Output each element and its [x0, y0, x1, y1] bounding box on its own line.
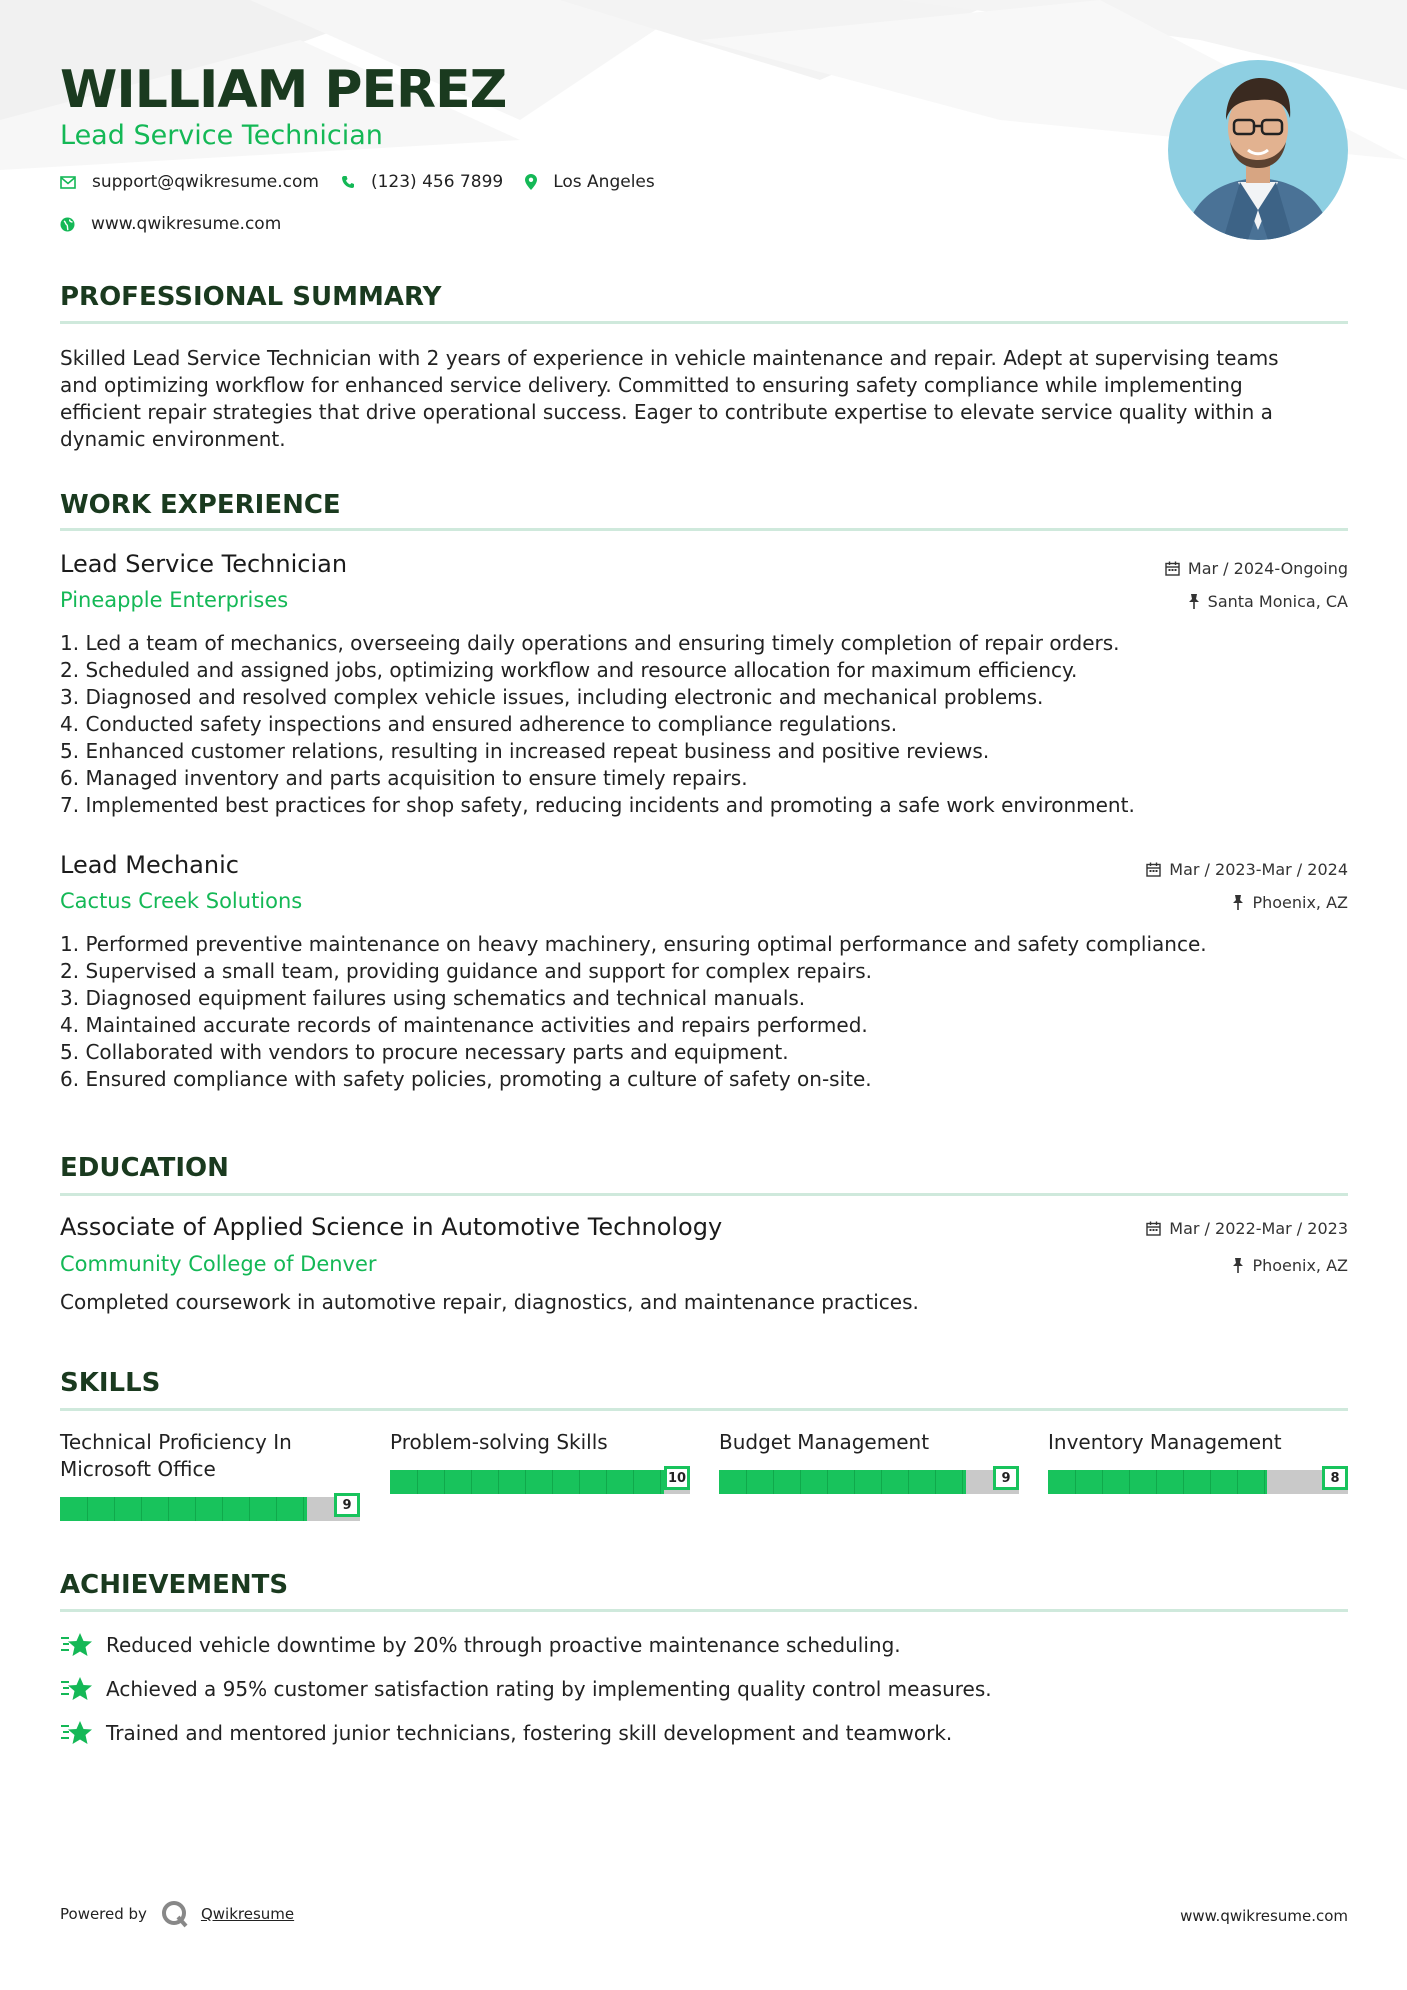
skill-level-bar [390, 1466, 690, 1494]
skill-bar-segment [303, 1497, 304, 1521]
skill-bar-segment [87, 1497, 88, 1521]
phone-text: (123) 456 7899 [370, 172, 504, 192]
skill-bar-segment [114, 1497, 115, 1521]
calendar-icon [1146, 1221, 1161, 1236]
skill-bar-segment [141, 1497, 142, 1521]
pushpin-icon [1188, 594, 1200, 609]
achievements-heading: ACHIEVEMENTS [60, 1570, 289, 1600]
skill-bar-segment [660, 1470, 661, 1494]
duty-item: 7. Implemented best practices for shop safety, reducing incidents and promoting a safe work environment. [60, 793, 1135, 817]
skill-bar-segment [1237, 1470, 1238, 1494]
skill-label-line: Microsoft Office [60, 1457, 216, 1481]
skill-bar-segment [1210, 1470, 1211, 1494]
skill-bar-track [390, 1470, 690, 1494]
skill-bar-segment [606, 1470, 607, 1494]
skill-bar-segment [881, 1470, 882, 1494]
experience-divider [60, 528, 1348, 531]
education-heading: EDUCATION [60, 1153, 229, 1183]
skill-item [390, 1429, 690, 1486]
phone-item[interactable] [341, 172, 503, 192]
skill-bar-segment [525, 1470, 526, 1494]
skill-score: 9 [993, 1466, 1019, 1490]
skills-heading: SKILLS [60, 1368, 161, 1398]
job-location-text: Phoenix, AZ [1252, 893, 1348, 912]
skill-bar-track [719, 1470, 1019, 1494]
achievements-divider [60, 1609, 1348, 1612]
star-badge-icon [60, 1720, 92, 1746]
school-name: Community College of Denver [60, 1252, 377, 1276]
duty-item: 3. Diagnosed equipment failures using schematics and technical manuals. [60, 986, 806, 1010]
skill-level-bar [60, 1493, 360, 1521]
calendar-icon [1146, 862, 1161, 877]
skill-bar-fill [60, 1497, 307, 1521]
duty-item: 3. Diagnosed and resolved complex vehicle issues, including electronic and mechanical problems. [60, 685, 1044, 709]
summary-heading: PROFESSIONAL SUMMARY [60, 282, 442, 312]
skill-score: 9 [334, 1493, 360, 1517]
skill-bar-segment [1183, 1470, 1184, 1494]
skill-bar-segment [1075, 1470, 1076, 1494]
contact-row [60, 172, 677, 192]
skill-label: Inventory Management [1048, 1430, 1282, 1454]
summary-line: efficient repair strategies that drive operational success. Eager to contribute expertise to elevate service quality within a [60, 400, 1273, 424]
skill-bar-segment [746, 1470, 747, 1494]
pushpin-icon [1232, 1258, 1244, 1273]
summary-text [60, 345, 1350, 453]
skill-bar-segment [800, 1470, 801, 1494]
footer-powered-by [60, 1900, 294, 1928]
email-item[interactable] [60, 172, 319, 192]
footer-website[interactable]: www.qwikresume.com [1180, 1907, 1348, 1925]
job-location [1188, 592, 1348, 611]
achievement-item [60, 1676, 992, 1702]
achievement-text: Trained and mentored junior technicians, fostering skill development and teamwork. [106, 1721, 953, 1745]
degree-title: Associate of Applied Science in Automotive Technology [60, 1213, 723, 1241]
job-dates-text: Mar / 2024-Ongoing [1187, 559, 1348, 578]
skill-item [60, 1429, 360, 1513]
summary-line: Skilled Lead Service Technician with 2 years of experience in vehicle maintenance and repair. Adept at supervising teams [60, 346, 1279, 370]
skill-level-bar [1048, 1466, 1348, 1494]
skill-bar-segment [1264, 1470, 1265, 1494]
skill-label: Problem-solving Skills [390, 1430, 608, 1454]
calendar-icon [1165, 561, 1180, 576]
summary-line: dynamic environment. [60, 427, 286, 451]
website-row [60, 214, 303, 234]
duty-item: 6. Ensured compliance with safety policies, promoting a culture of safety on-site. [60, 1067, 872, 1091]
education-description: Completed coursework in automotive repair, diagnostics, and maintenance practices. [60, 1290, 919, 1314]
job-dates-text: Mar / 2023-Mar / 2024 [1169, 860, 1348, 879]
job-dates [1165, 559, 1348, 578]
skill-bar-track [60, 1497, 360, 1521]
candidate-name: WILLIAM PEREZ [60, 60, 507, 120]
map-pin-icon [525, 174, 537, 190]
skill-bar-segment [854, 1470, 855, 1494]
skill-bar-fill [1048, 1470, 1267, 1494]
achievement-item [60, 1632, 901, 1658]
skill-bar-segment [633, 1470, 634, 1494]
skill-label [60, 1429, 360, 1483]
summary-divider [60, 321, 1348, 324]
skill-bar-segment [498, 1470, 499, 1494]
star-badge-icon [60, 1676, 92, 1702]
skill-bar-segment [579, 1470, 580, 1494]
skill-bar-segment [222, 1497, 223, 1521]
website-text: www.qwikresume.com [91, 214, 282, 234]
skill-bar-fill [719, 1470, 966, 1494]
skill-bar-segment [1102, 1470, 1103, 1494]
duty-item: 6. Managed inventory and parts acquisition to ensure timely repairs. [60, 766, 748, 790]
job-duties [60, 931, 1207, 1093]
powered-by-label: Powered by [60, 1905, 147, 1923]
achievement-text: Reduced vehicle downtime by 20% through proactive maintenance scheduling. [106, 1633, 901, 1657]
job-company: Cactus Creek Solutions [60, 889, 303, 913]
skill-score: 10 [664, 1466, 690, 1490]
job-dates [1146, 860, 1348, 879]
duty-item: 1. Led a team of mechanics, overseeing daily operations and ensuring timely completion of repair orders. [60, 631, 1120, 655]
skill-bar-segment [417, 1470, 418, 1494]
website-item[interactable] [60, 214, 281, 234]
candidate-title: Lead Service Technician [60, 120, 383, 151]
job-duties [60, 630, 1135, 819]
skill-bar-segment [962, 1470, 963, 1494]
skill-label-line: Technical Proficiency In [60, 1430, 292, 1454]
job-company: Pineapple Enterprises [60, 588, 289, 612]
education-location-text: Phoenix, AZ [1252, 1256, 1348, 1275]
skill-item [719, 1429, 1019, 1486]
education-divider [60, 1193, 1348, 1196]
job-title: Lead Service Technician [60, 550, 348, 578]
skill-bar-segment [935, 1470, 936, 1494]
duty-item: 1. Performed preventive maintenance on heavy machinery, ensuring optimal performance and safety compliance. [60, 932, 1207, 956]
email-text: support@qwikresume.com [92, 172, 319, 192]
skill-item [1048, 1429, 1348, 1486]
location-text: Los Angeles [553, 172, 655, 192]
education-dates-text: Mar / 2022-Mar / 2023 [1169, 1219, 1348, 1238]
skill-bar-segment [773, 1470, 774, 1494]
skill-bar-track [1048, 1470, 1348, 1494]
education-dates [1146, 1219, 1348, 1238]
skill-bar-segment [276, 1497, 277, 1521]
star-badge-icon [60, 1632, 92, 1658]
job-location [1232, 893, 1348, 912]
pushpin-icon [1232, 895, 1244, 910]
phone-icon [341, 175, 355, 189]
skill-bar-segment [249, 1497, 250, 1521]
skill-bar-segment [471, 1470, 472, 1494]
duty-item: 2. Supervised a small team, providing guidance and support for complex repairs. [60, 959, 873, 983]
skill-bar-segment [195, 1497, 196, 1521]
skill-bar-segment [908, 1470, 909, 1494]
skill-label: Budget Management [719, 1430, 930, 1454]
duty-item: 4. Conducted safety inspections and ensured adherence to compliance regulations. [60, 712, 898, 736]
skill-bar-segment [444, 1470, 445, 1494]
skill-bar-segment [1129, 1470, 1130, 1494]
globe-icon [60, 217, 75, 232]
summary-line: and optimizing workflow for enhanced service delivery. Committed to ensuring safety compliance while implementing [60, 373, 1243, 397]
profile-photo [1168, 60, 1348, 240]
skill-bar-segment [827, 1470, 828, 1494]
skill-bar-fill [390, 1470, 664, 1494]
skill-bar-segment [168, 1497, 169, 1521]
duty-item: 4. Maintained accurate records of maintenance activities and repairs performed. [60, 1013, 868, 1037]
qwikresume-logo-icon [161, 1900, 189, 1928]
job-location-text: Santa Monica, CA [1207, 592, 1348, 611]
experience-heading: WORK EXPERIENCE [60, 490, 341, 520]
location-item [525, 172, 655, 192]
duty-item: 5. Collaborated with vendors to procure necessary parts and equipment. [60, 1040, 789, 1064]
brand-link[interactable]: Qwikresume [200, 1905, 295, 1923]
envelope-icon [60, 176, 76, 189]
skill-bar-segment [552, 1470, 553, 1494]
duty-item: 5. Enhanced customer relations, resulting in increased repeat business and positive reviews. [60, 739, 990, 763]
achievement-text: Achieved a 95% customer satisfaction rating by implementing quality control measures. [106, 1677, 992, 1701]
skills-divider [60, 1408, 1348, 1411]
education-location [1232, 1256, 1348, 1275]
skill-level-bar [719, 1466, 1019, 1494]
skill-score: 8 [1322, 1466, 1348, 1490]
skill-bar-segment [1156, 1470, 1157, 1494]
job-title: Lead Mechanic [60, 851, 239, 879]
achievement-item [60, 1720, 952, 1746]
duty-item: 2. Scheduled and assigned jobs, optimizing workflow and resource allocation for maximum efficiency. [60, 658, 1078, 682]
